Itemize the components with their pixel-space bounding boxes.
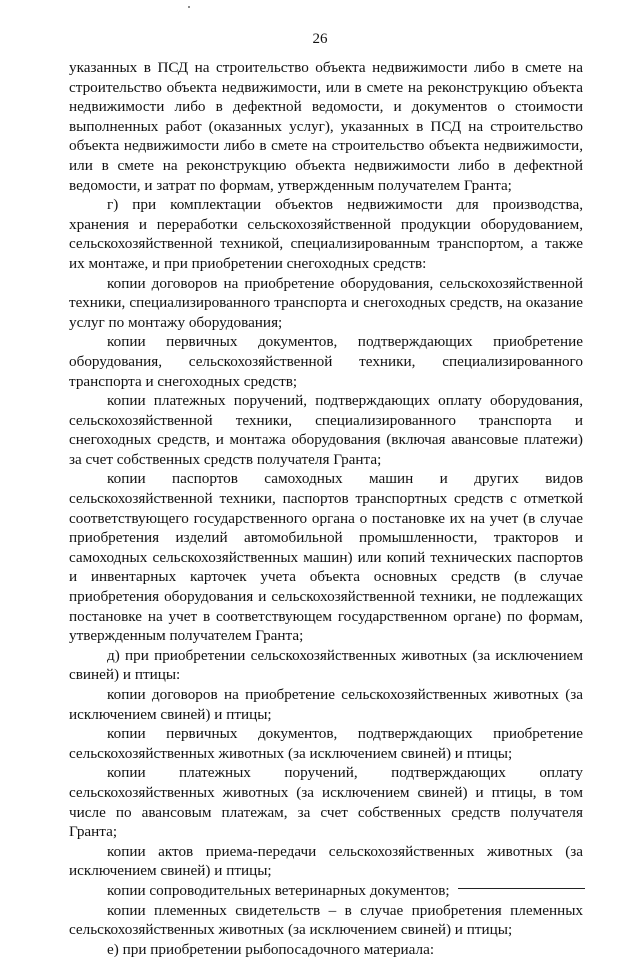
paragraph-veterinary-docs: копии сопроводительных ветеринарных документов; (107, 881, 450, 899)
paragraph-equipment-contracts: копии договоров на приобретение оборудования, сельскохозяйственной техники, специализированного транспорта и снегоходных средств, на оказание услуг по монтажу оборудования; (69, 274, 583, 331)
paragraph-item-e: е) при приобретении рыбопосадочного материала: (107, 940, 435, 958)
paragraph-animals-acts: копии актов приема-передачи сельскохозяйственных животных (за исключением свиней) и птицы; (69, 842, 583, 880)
document-body (69, 58, 583, 959)
paragraph-item-d: д) при приобретении сельскохозяйственных животных (за исключением свиней) и птицы: (69, 646, 583, 684)
page-number: 26 (312, 31, 328, 47)
paragraph-item-g: г) при комплектации объектов недвижимости для производства, хранения и переработки сельскохозяйственной продукции оборудованием, сельскохозяйственной техникой, специализированным транспортом, а также их монтаже, и при приобретении снегоходных средств: (69, 196, 583, 272)
paragraph-equipment-primary-docs: копии первичных документов, подтверждающих приобретение оборудования, сельскохозяйственной техники, специализированного транспорта и снегоходных средств; (69, 333, 583, 390)
paragraph-animals-primary-docs: копии первичных документов, подтверждающих приобретение сельскохозяйственных животных (за исключением свиней) и птицы; (69, 725, 583, 762)
footer-rule (458, 888, 585, 889)
paragraph-equipment-payments: копии платежных поручений, подтверждающих оплату оборудования, сельскохозяйственной техники, специализированного транспорта и снегоходных средств, и монтажа оборудования (включая авансовые платежи) за счет собственных средств получателя Гранта; (69, 392, 583, 468)
scan-speck (188, 6, 190, 8)
paragraph-breeding-certificates: копии племенных свидетельств – в случае приобретения племенных сельскохозяйственных животных (за исключением свиней) и птицы; (69, 901, 583, 939)
paragraph-equipment-passports: копии паспортов самоходных машин и других видов сельскохозяйственной техники, паспортов транспортных средств с отметкой соответствующего государственного органа о постановке их на учет (в случае приобретения изделий автомобильной промышленности, тракторов и самоходных сельскохозяйственных машин) или копий технических паспортов и инвентарных карточек учета объекта основных средств (в случае приобретения оборудования и сельскохозяйственной техники, не подлежащих постановке на учет в соответствующем государственном органе) по формам, утвержденным получателем Гранта; (69, 470, 583, 645)
paragraph-animals-payments: копии платежных поручений, подтверждающих оплату сельскохозяйственных животных (за исключением свиней) и птицы, в том числе по авансовым платежам, за счет собственных средств получателя Гранта; (69, 764, 583, 841)
paragraph-animals-contracts: копии договоров на приобретение сельскохозяйственных животных (за исключением свиней) и птицы; (69, 686, 583, 723)
paragraph-continuation: указанных в ПСД на строительство объекта недвижимости либо в смете на строительство объекта недвижимости, или в смете на реконструкцию объекта недвижимости либо в дефектной ведомости, и документов о стоимости выполненных работ (оказанных услуг), указанных в ПСД на строительство объекта недвижимости либо в смете на строительство объекта недвижимости, или в смете на реконструкцию объекта недвижимости либо в дефектной ведомости, и затрат по формам, утвержденным получателем Гранта; (69, 59, 583, 194)
